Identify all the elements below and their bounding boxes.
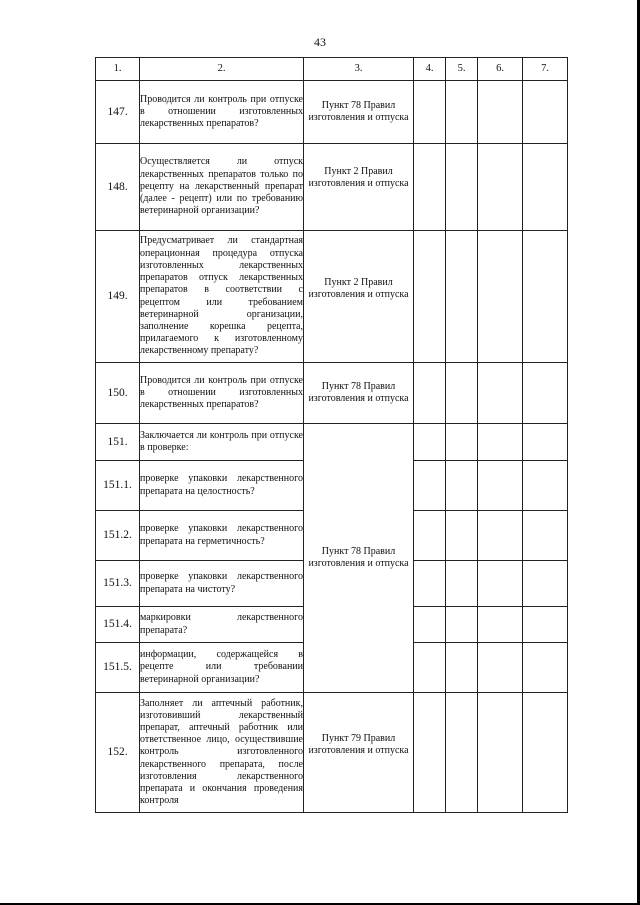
- table-row: [96, 424, 568, 461]
- column-header-2: 2.: [140, 58, 304, 81]
- answer-cell[interactable]: [478, 511, 523, 561]
- answer-cell[interactable]: [446, 693, 478, 813]
- answer-cell[interactable]: [478, 561, 523, 607]
- answer-cell[interactable]: [523, 231, 568, 363]
- answer-cell[interactable]: [446, 643, 478, 693]
- answer-cell[interactable]: [478, 607, 523, 643]
- checklist-table: [95, 57, 568, 813]
- row-number: 151.: [96, 424, 140, 461]
- answer-cell[interactable]: [523, 693, 568, 813]
- page-number: 43: [314, 35, 326, 49]
- row-number: 149.: [96, 231, 140, 363]
- row-number: 148.: [96, 144, 140, 231]
- header-row: [96, 58, 568, 81]
- answer-cell[interactable]: [478, 693, 523, 813]
- answer-cell[interactable]: [523, 363, 568, 424]
- answer-cell[interactable]: [446, 144, 478, 231]
- answer-cell[interactable]: [414, 424, 446, 461]
- column-header-6: 6.: [478, 58, 523, 81]
- answer-cell[interactable]: [523, 461, 568, 511]
- answer-cell[interactable]: [478, 424, 523, 461]
- legal-reference: Пункт 2 Правил изготовления и отпуска: [304, 231, 414, 363]
- question-text: проверке упаковки лекарственного препарата на целостность?: [140, 461, 304, 511]
- question-text: информации, содержащейся в рецепте или требовании ветеринарной организации?: [140, 643, 304, 693]
- question-text: Заключается ли контроль при отпуске в проверке:: [140, 424, 304, 461]
- question-text: Проводится ли контроль при отпуске в отношении изготовленных лекарственных препаратов?: [140, 81, 304, 144]
- answer-cell[interactable]: [478, 643, 523, 693]
- answer-cell[interactable]: [414, 643, 446, 693]
- answer-cell[interactable]: [523, 607, 568, 643]
- answer-cell[interactable]: [446, 607, 478, 643]
- question-text: Заполняет ли аптечный работник, изготовивший лекарственный препарат, аптечный работник или ответственное лицо, осуществившие контроль изготовленного лекарственного препарата, после изготовления лекарственного препарата и окончания проведения контроля: [140, 693, 304, 813]
- answer-cell[interactable]: [478, 231, 523, 363]
- answer-cell[interactable]: [523, 643, 568, 693]
- answer-cell[interactable]: [478, 363, 523, 424]
- answer-cell[interactable]: [446, 461, 478, 511]
- column-header-3: 3.: [304, 58, 414, 81]
- answer-cell[interactable]: [523, 511, 568, 561]
- answer-cell[interactable]: [414, 144, 446, 231]
- row-number: 147.: [96, 81, 140, 144]
- question-text: проверке упаковки лекарственного препарата на чистоту?: [140, 561, 304, 607]
- answer-cell[interactable]: [414, 461, 446, 511]
- row-number: 151.5.: [96, 643, 140, 693]
- question-text: проверке упаковки лекарственного препарата на герметичность?: [140, 511, 304, 561]
- legal-reference: Пункт 78 Правил изготовления и отпуска: [304, 81, 414, 144]
- legal-reference: Пункт 2 Правил изготовления и отпуска: [304, 144, 414, 231]
- question-text: Проводится ли контроль при отпуске в отношении изготовленных лекарственных препаратов?: [140, 363, 304, 424]
- column-header-4: 4.: [414, 58, 446, 81]
- answer-cell[interactable]: [523, 561, 568, 607]
- column-header-1: 1.: [96, 58, 140, 81]
- answer-cell[interactable]: [446, 81, 478, 144]
- legal-reference: Пункт 78 Правил изготовления и отпуска: [304, 424, 414, 693]
- row-number: 152.: [96, 693, 140, 813]
- legal-reference: Пункт 78 Правил изготовления и отпуска: [304, 363, 414, 424]
- answer-cell[interactable]: [446, 511, 478, 561]
- row-number: 151.4.: [96, 607, 140, 643]
- answer-cell[interactable]: [446, 231, 478, 363]
- answer-cell[interactable]: [478, 461, 523, 511]
- answer-cell[interactable]: [446, 561, 478, 607]
- table-row: [96, 693, 568, 813]
- table-row: [96, 363, 568, 424]
- column-header-7: 7.: [523, 58, 568, 81]
- row-number: 151.3.: [96, 561, 140, 607]
- table-row: [96, 144, 568, 231]
- answer-cell[interactable]: [446, 363, 478, 424]
- answer-cell[interactable]: [414, 607, 446, 643]
- answer-cell[interactable]: [478, 144, 523, 231]
- table-row: [96, 81, 568, 144]
- answer-cell[interactable]: [414, 561, 446, 607]
- answer-cell[interactable]: [414, 363, 446, 424]
- answer-cell[interactable]: [414, 511, 446, 561]
- table-row: [96, 231, 568, 363]
- question-text: Осуществляется ли отпуск лекарственных препаратов только по рецепту на лекарственный препарат (далее - рецепт) или по требованию ветеринарной организации?: [140, 144, 304, 231]
- answer-cell[interactable]: [414, 231, 446, 363]
- answer-cell[interactable]: [523, 81, 568, 144]
- question-text: маркировки лекарственного препарата?: [140, 607, 304, 643]
- answer-cell[interactable]: [523, 144, 568, 231]
- row-number: 150.: [96, 363, 140, 424]
- answer-cell[interactable]: [446, 424, 478, 461]
- answer-cell[interactable]: [478, 81, 523, 144]
- answer-cell[interactable]: [523, 424, 568, 461]
- row-number: 151.1.: [96, 461, 140, 511]
- question-text: Предусматривает ли стандартная операционная процедура отпуска изготовленных лекарственных препаратов отпуск лекарственных препаратов в соответствии с рецептом или требованием ветеринарной организации, заполнение корешка рецепта, прилагаемого к изготовленному лекарственному препарату?: [140, 231, 304, 363]
- answer-cell[interactable]: [414, 81, 446, 144]
- legal-reference: Пункт 79 Правил изготовления и отпуска: [304, 693, 414, 813]
- answer-cell[interactable]: [414, 693, 446, 813]
- row-number: 151.2.: [96, 511, 140, 561]
- column-header-5: 5.: [446, 58, 478, 81]
